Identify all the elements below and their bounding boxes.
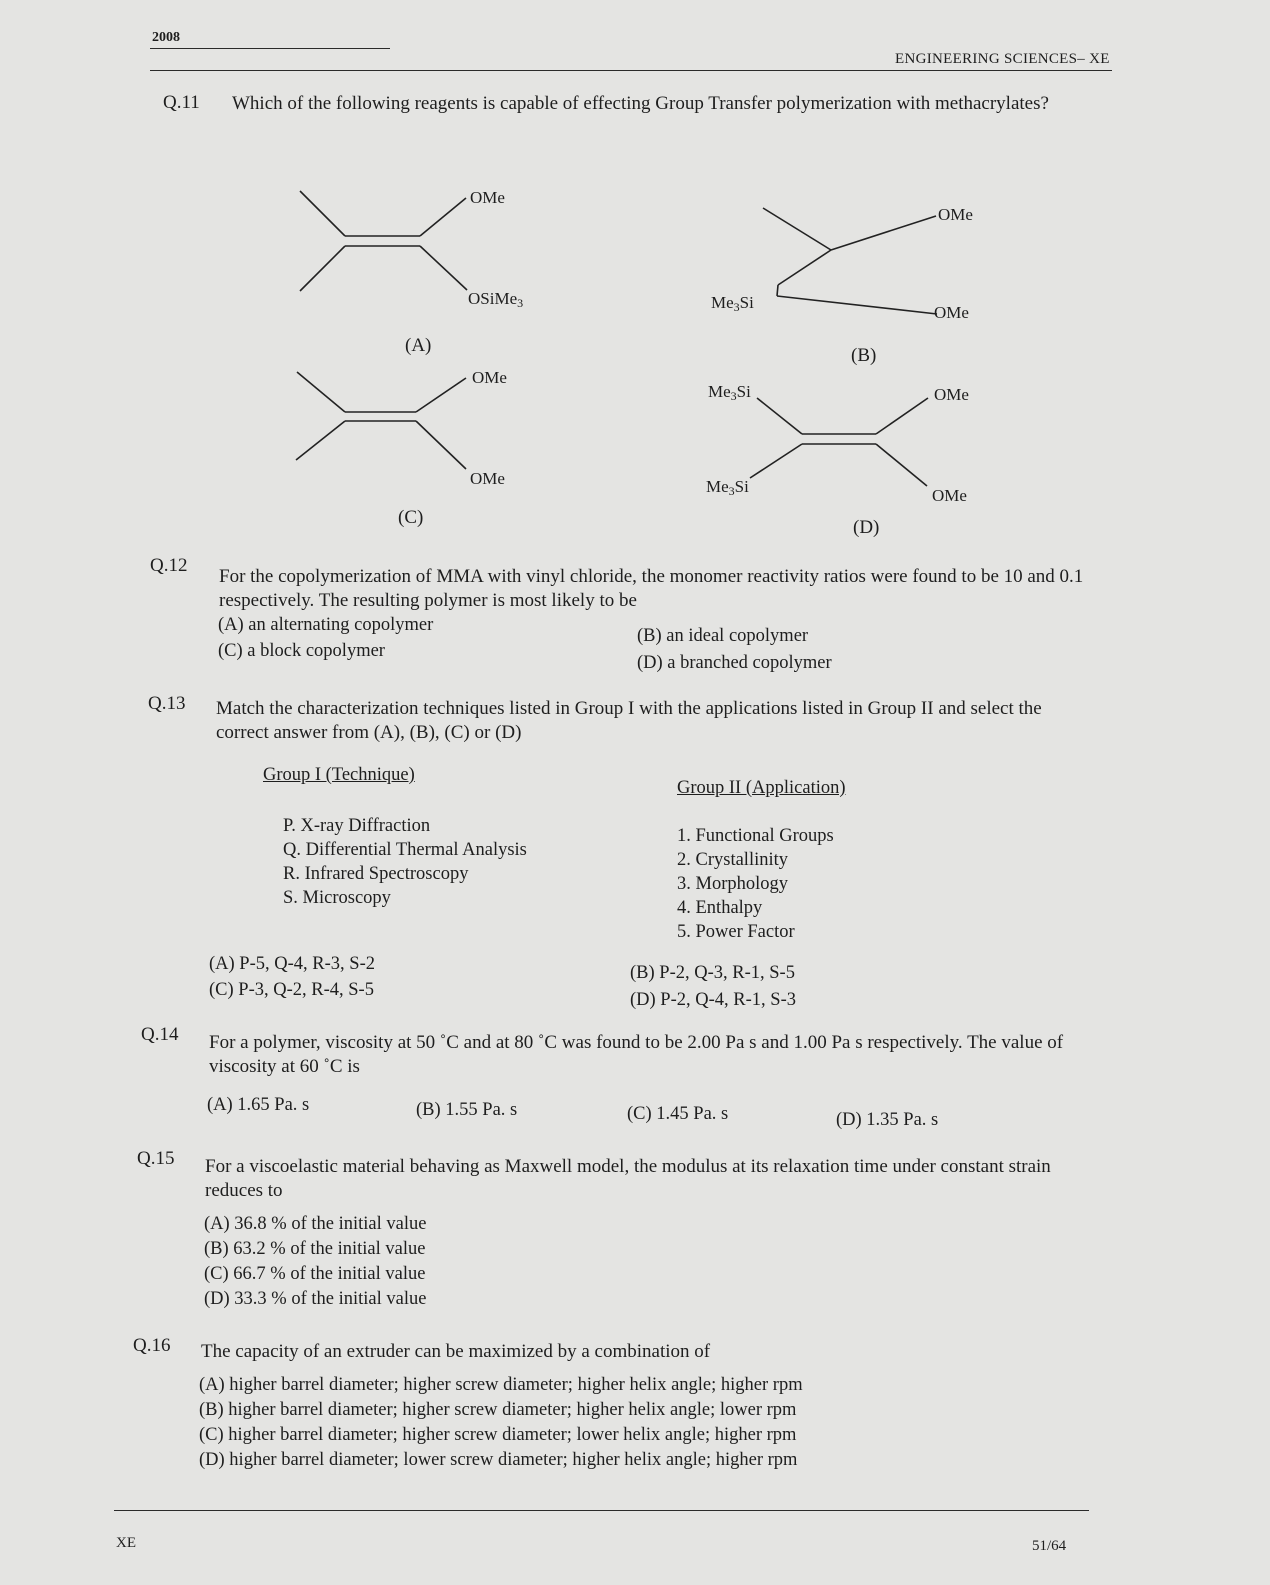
- q16-text: The capacity of an extruder can be maximized by a combination of: [201, 1341, 711, 1362]
- struct-c-label: (C): [398, 507, 424, 528]
- q12-option-d: (D) a branched copolymer: [637, 653, 832, 673]
- q15-option-d: (D) 33.3 % of the initial value: [204, 1289, 427, 1309]
- q12-option-a: (A) an alternating copolymer: [218, 615, 434, 635]
- struct-c-ome-top: OMe: [472, 368, 507, 387]
- struct-d-ome-top: OMe: [934, 385, 969, 404]
- q13-group2-5: 5. Power Factor: [677, 922, 795, 942]
- q13-group1-title: Group I (Technique): [263, 765, 415, 785]
- q13-number: Q.13: [148, 693, 186, 714]
- struct-b-ome-bottom: OMe: [934, 303, 969, 322]
- q14-option-a: (A) 1.65 Pa. s: [207, 1095, 310, 1115]
- q13-group2-1: 1. Functional Groups: [677, 826, 834, 846]
- q16-number: Q.16: [133, 1335, 171, 1356]
- struct-b-label: (B): [851, 345, 877, 366]
- struct-a-label: (A): [405, 335, 432, 356]
- q12-text: For the copolymerization of MMA with vinyl chloride, the monomer reactivity ratios were found to be 10 and 0.1 respectively. The resulting polymer is most likely to be: [219, 566, 1084, 611]
- struct-c-ome-bottom: OMe: [470, 469, 505, 488]
- q15-option-a: (A) 36.8 % of the initial value: [204, 1214, 427, 1234]
- q13-group2-title: Group II (Application): [677, 778, 846, 798]
- q13-option-a: (A) P-5, Q-4, R-3, S-2: [209, 954, 375, 974]
- q13-group2-2: 2. Crystallinity: [677, 850, 788, 870]
- q15-option-c: (C) 66.7 % of the initial value: [204, 1264, 426, 1284]
- q15-text: For a viscoelastic material behaving as Maxwell model, the modulus at its relaxation time under constant strain reduces to: [205, 1156, 1051, 1201]
- q16-option-c: (C) higher barrel diameter; higher screw diameter; lower helix angle; higher rpm: [199, 1425, 797, 1445]
- struct-d-ome-bottom: OMe: [932, 486, 967, 505]
- struct-b-me3si: $Me_3Si$: [711, 293, 754, 314]
- q13-group1-p: P. X-ray Diffraction: [283, 816, 431, 836]
- q15-number: Q.15: [137, 1148, 175, 1169]
- q12-option-c: (C) a block copolymer: [218, 641, 385, 661]
- footer-rule: [114, 1510, 1089, 1511]
- q15-option-b: (B) 63.2 % of the initial value: [204, 1239, 426, 1259]
- q13-text: Match the characterization techniques listed in Group I with the applications listed in Group II and select the correct answer from (A), (B), (C) or (D): [216, 698, 1042, 743]
- page-number: 51/64: [1032, 1538, 1067, 1554]
- q13-group1-s: S. Microscopy: [283, 888, 391, 908]
- q11-number: Q.11: [163, 92, 200, 113]
- q16-option-b: (B) higher barrel diameter; higher screw diameter; higher helix angle; lower rpm: [199, 1400, 797, 1420]
- struct-a-osime3: OSiMe$_3$: [468, 289, 524, 310]
- q16-option-a: (A) higher barrel diameter; higher screw diameter; higher helix angle; higher rpm: [199, 1375, 803, 1395]
- q13-group1-q: Q. Differential Thermal Analysis: [283, 840, 527, 860]
- q13-group2-4: 4. Enthalpy: [677, 898, 763, 918]
- q14-option-d: (D) 1.35 Pa. s: [836, 1110, 939, 1130]
- q11-text: Which of the following reagents is capable of effecting Group Transfer polymerization with methacrylates?: [232, 93, 1049, 114]
- q13-option-c: (C) P-3, Q-2, R-4, S-5: [209, 980, 374, 1000]
- q14-option-c: (C) 1.45 Pa. s: [627, 1104, 729, 1124]
- q14-text: For a polymer, viscosity at 50 ˚C and at 80 ˚C was found to be 2.00 Pa s and 1.00 Pa s respectively. The value of viscosity at 60 ˚C is: [209, 1032, 1064, 1077]
- q13-option-d: (D) P-2, Q-4, R-1, S-3: [630, 990, 796, 1010]
- q13-group2-3: 3. Morphology: [677, 874, 788, 894]
- struct-b-ome-top: OMe: [938, 205, 973, 224]
- struct-d-label: (D): [853, 517, 880, 538]
- struct-a-ome: OMe: [470, 188, 505, 207]
- footer-code: XE: [116, 1535, 136, 1551]
- q16-option-d: (D) higher barrel diameter; lower screw diameter; higher helix angle; higher rpm: [199, 1450, 798, 1470]
- q12-option-b: (B) an ideal copolymer: [637, 626, 809, 646]
- struct-d-me3si-top: $Me_3Si$: [708, 382, 751, 403]
- q14-option-b: (B) 1.55 Pa. s: [416, 1100, 518, 1120]
- header-subject: ENGINEERING SCIENCES– XE: [895, 51, 1110, 67]
- q14-number: Q.14: [141, 1024, 179, 1045]
- q13-option-b: (B) P-2, Q-3, R-1, S-5: [630, 963, 795, 983]
- q13-group1-r: R. Infrared Spectroscopy: [283, 864, 469, 884]
- header-year: 2008: [152, 30, 180, 45]
- q12-number: Q.12: [150, 555, 188, 576]
- struct-d-me3si-bottom: $Me_3Si$: [706, 477, 749, 498]
